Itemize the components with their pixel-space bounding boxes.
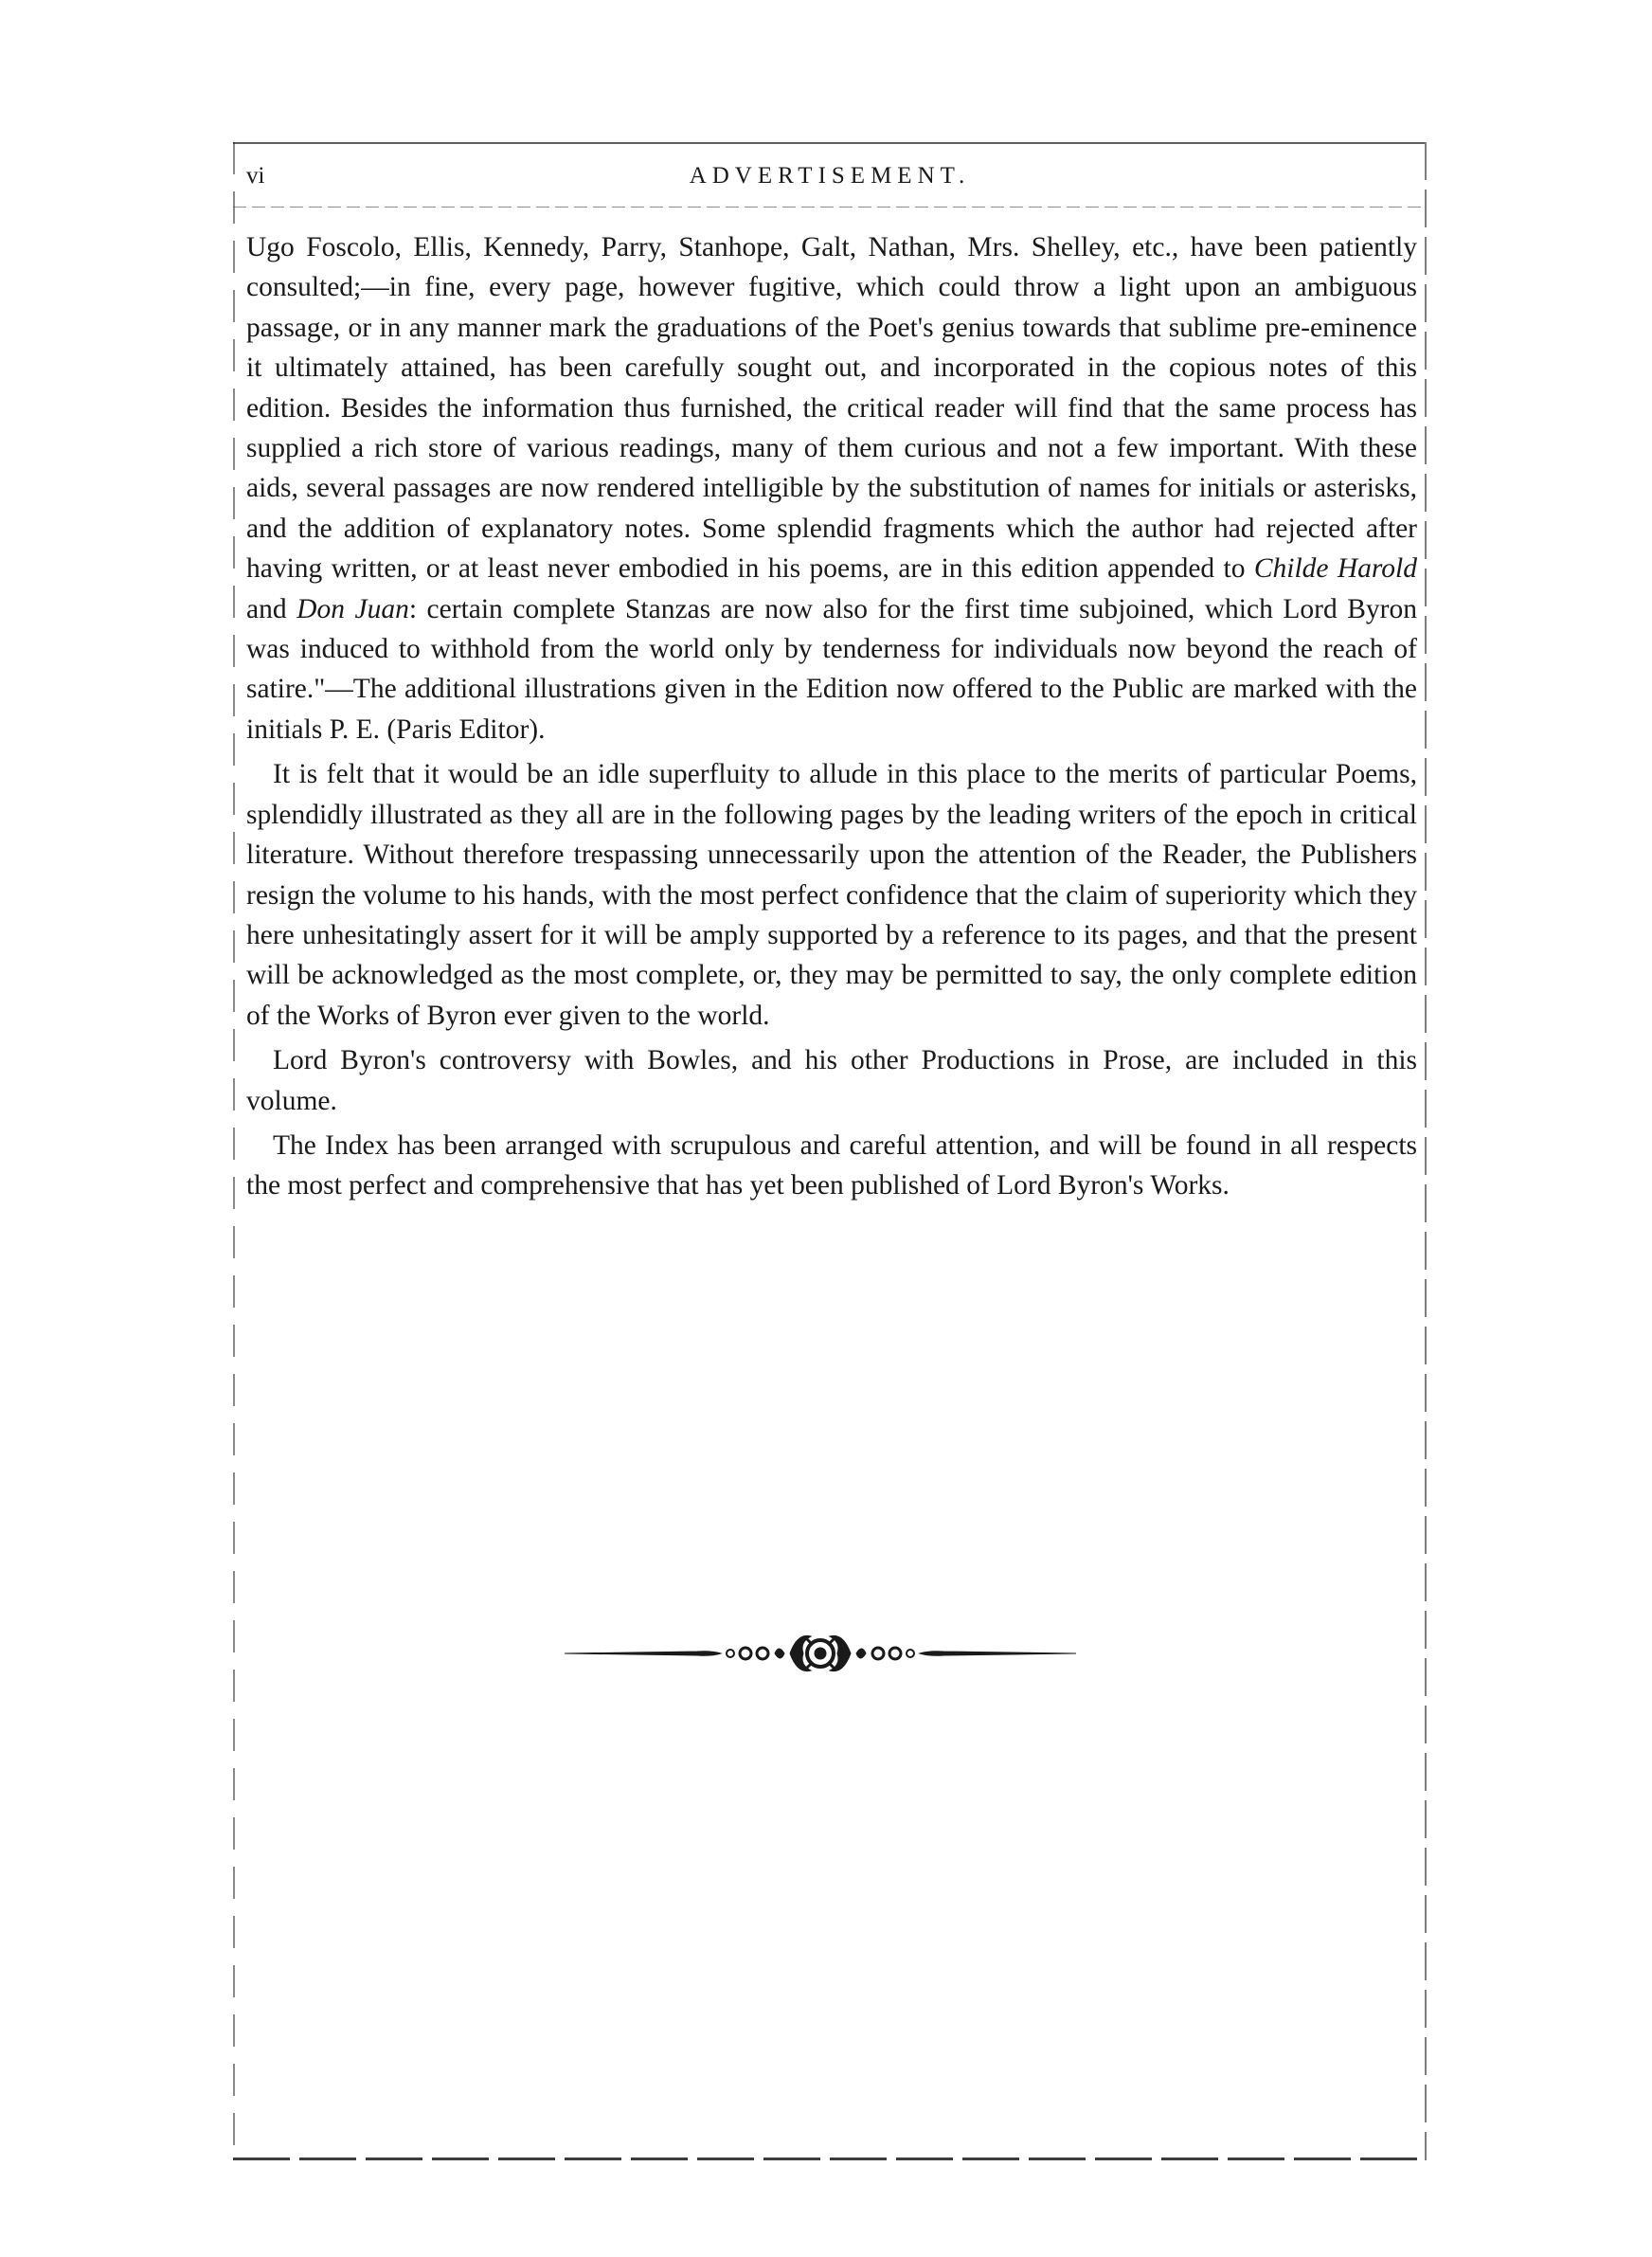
title-childe-harold: Childe Harold (1253, 553, 1417, 585)
running-head (233, 163, 1427, 201)
frame-bottom-rule (233, 2158, 1427, 2160)
paragraph-1 (246, 227, 1417, 749)
page-frame (233, 142, 1427, 2160)
paragraph-3: Lord Byron's controversy with Bowles, and his other Productions in Prose, are included in this volume. (246, 1045, 1417, 1116)
paragraph-4: The Index has been arranged with scrupulous and careful attention, and will be found in all respects the most perfect and comprehensive that has yet been published of Lord Byron's Works. (246, 1129, 1417, 1201)
frame-left-rule (233, 142, 235, 2160)
printers-ornament-icon (555, 1630, 1086, 1677)
frame-top-rule (233, 142, 1425, 144)
conjunction: and (246, 593, 297, 624)
body-text (246, 227, 1417, 1206)
title-don-juan: Don Juan (296, 593, 409, 624)
paragraph-1-text: Ugo Foscolo, Ellis, Kennedy, Parry, Stanhope, Galt, Nathan, Mrs. Shelley, etc., have been patiently consulted;—in fine, every page, however fugitive, which could throw a light upon an ambiguous passage, or in any manner mark the graduations of the Poet's genius towards that sublime pre-eminence it ultimately attained, has been carefully sought out, and incorporated in the copious notes of this edition. Besides the information thus furnished, the critical reader will find that the same process has supplied a rich store of various readings, many of them curious and not a few important. With these aids, several passages are now rendered intelligible by the substitution of names for initials or asterisks, and the addition of explanatory notes. Some splendid fragments which the author had rejected after having written, or at least never embodied in his poems, are in this edition appended to (246, 232, 1417, 585)
head-rule (233, 207, 1427, 208)
paragraph-2: It is felt that it would be an idle superfluity to allude in this place to the merits of particular Poems, splendidly illustrated as they all are in the following pages by the leading writers of the epoch in critical literature. Without therefore trespassing unnecessarily upon the attention of the Reader, the Publishers resign the volume to his hands, with the most perfect confidence that the claim of superiority which they here unhesitatingly assert for it will be amply supported by a reference to its pages, and that the present will be acknowledged as the most complete, or, they may be permitted to say, the only complete edition of the Works of Byron ever given to the world. (246, 759, 1417, 1031)
page-number: vi (246, 163, 265, 189)
paragraph-1-end: : certain complete Stanzas are now also for the first time subjoined, which Lord Byron was induced to withhold from the world only by tenderness for individuals now beyond the reach of satire."—The additional illustrations given in the Edition now offered to the Public are marked with the initials P. E. (Paris Editor). (246, 593, 1417, 745)
frame-right-rule (1425, 142, 1427, 2160)
running-title: ADVERTISEMENT. (689, 163, 971, 189)
